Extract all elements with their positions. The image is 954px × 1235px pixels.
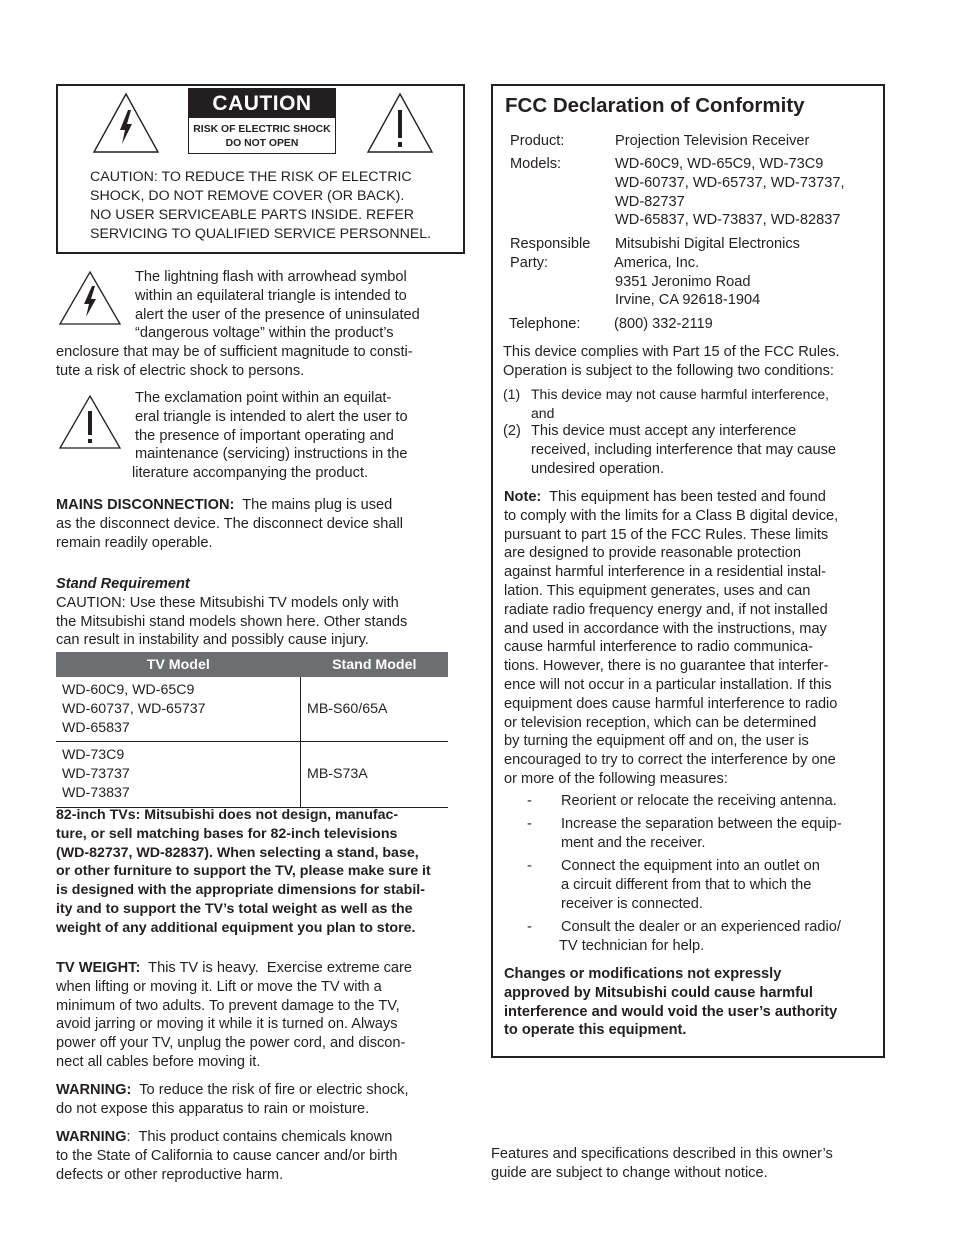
- caution-line: SERVICING TO QUALIFIED SERVICE PERSONNEL.: [90, 226, 432, 242]
- condition-number: (2): [503, 423, 521, 439]
- tv-weight: [56, 959, 451, 1072]
- stand-model-cell: MB-S60/65A: [301, 677, 449, 742]
- measure-item: [527, 918, 867, 958]
- fcc-party-row: [510, 235, 880, 311]
- fcc-note: [504, 488, 884, 789]
- dash: -: [527, 858, 532, 874]
- tv-model-cell: [56, 742, 301, 807]
- stand-requirement: [56, 575, 451, 650]
- text-line: within an equilateral triangle is intended to: [135, 287, 407, 304]
- measure-text: [561, 857, 871, 913]
- text-line: This TV is heavy. Exercise extreme care: [140, 960, 413, 976]
- caution-line: CAUTION: TO REDUCE THE RISK OF ELECTRIC: [90, 169, 412, 185]
- stand-model-header: Stand Model: [301, 652, 449, 677]
- text-line: This equipment has been tested and found: [541, 489, 826, 505]
- caution-sub-1: RISK OF ELECTRIC SHOCK: [193, 124, 331, 135]
- model-line: WD-60737, WD-65737, WD-73737,: [615, 174, 845, 191]
- text-line: ture, or sell matching bases for 82-inch televisions: [56, 825, 398, 842]
- condition-text: [531, 422, 871, 478]
- caution-line: SHOCK, DO NOT REMOVE COVER (OR BACK).: [90, 188, 405, 204]
- fcc-complies: [503, 343, 878, 381]
- text-line: The lightning flash with arrowhead symbol: [135, 269, 407, 285]
- fcc-product-row: [510, 132, 880, 152]
- text-line: pursuant to part 15 of the FCC Rules. These limits: [504, 526, 829, 543]
- condition-text: [531, 385, 871, 423]
- caution-box: [56, 84, 465, 254]
- caution-title: CAUTION: [189, 89, 335, 118]
- text-line: or television reception, which can be determined: [504, 714, 817, 731]
- text-line: nect all cables before moving it.: [56, 1053, 261, 1070]
- stand-table: [56, 652, 448, 808]
- text-line: (WD-82737, WD-82837). When selecting a stand, base,: [56, 844, 419, 861]
- table-row: [56, 677, 448, 742]
- text-line: Increase the separation between the equip-: [561, 816, 842, 832]
- text-line: undesired operation.: [531, 460, 665, 477]
- lightning-explanation: [56, 268, 451, 381]
- measure-item: [527, 792, 867, 812]
- text-line: This device complies with Part 15 of the FCC Rules.: [503, 344, 840, 360]
- text-line: by turning the equipment off and on, the user is: [504, 733, 809, 750]
- measure-text: [561, 792, 871, 811]
- stand-heading: Stand Requirement: [56, 576, 190, 592]
- warning-moisture: [56, 1081, 451, 1119]
- model-line: WD-73C9: [62, 747, 125, 764]
- text-line: To reduce the risk of fire or electric shock,: [131, 1082, 409, 1098]
- text-line: “dangerous voltage” within the product’s: [135, 325, 394, 342]
- party-line: 9351 Jeronimo Road: [615, 273, 751, 290]
- text-line: Connect the equipment into an outlet on: [561, 858, 820, 874]
- model-line: WD-73837: [62, 784, 130, 801]
- product-label: Product:: [510, 133, 565, 149]
- text-line: alert the user of the presence of uninsulated: [135, 306, 420, 323]
- text-line: Features and specifications described in this owner’s: [491, 1146, 833, 1162]
- text-line: lation. This equipment generates, uses and can: [504, 582, 811, 599]
- party-line: Irvine, CA 92618-1904: [615, 292, 761, 309]
- fcc-models-row: [510, 155, 880, 231]
- text-line: ment and the receiver.: [561, 834, 706, 851]
- party-label-line: Party:: [510, 254, 549, 271]
- exclamation-explanation: [56, 389, 451, 483]
- text-line: and used in accordance with the instructions, may: [504, 620, 827, 637]
- text-line: received, including interference that may cause: [531, 441, 837, 458]
- model-line: WD-73737: [62, 766, 130, 783]
- text-line: are designed to provide reasonable protection: [504, 545, 801, 562]
- text-line: or more of the following measures:: [504, 770, 728, 787]
- text-line: avoid jarring or moving it while it is turned on. Always: [56, 1016, 398, 1033]
- text-line: Consult the dealer or an experienced radio/: [561, 919, 841, 935]
- text-line: The exclamation point within an equilat-: [135, 390, 392, 406]
- models-label: Models:: [510, 156, 562, 172]
- text-line: literature accompanying the product.: [132, 465, 369, 482]
- text-line: and: [531, 404, 555, 421]
- text-line: TV technician for help.: [559, 937, 705, 954]
- fcc-title: FCC Declaration of Conformity: [505, 94, 805, 117]
- measure-text: [561, 815, 871, 853]
- warning-label: WARNING:: [56, 1082, 132, 1098]
- text-line: radiate radio frequency energy and, if not installed: [504, 601, 828, 618]
- text-line: Operation is subject to the following two conditions:: [503, 362, 834, 379]
- party-label-line: Responsible: [510, 236, 591, 252]
- condition-2: [503, 422, 863, 479]
- text-line: is designed with the appropriate dimensions for stabil-: [56, 882, 425, 899]
- caution-text: [90, 168, 460, 244]
- party-label: [510, 235, 610, 273]
- text-line: minimum of two adults. To prevent damage to the TV,: [56, 997, 400, 1014]
- fcc-declaration-box: [491, 84, 885, 1058]
- text-line: the presence of important operating and: [135, 427, 394, 444]
- weight-label: TV WEIGHT:: [56, 960, 141, 976]
- party-value: [615, 235, 875, 310]
- tv-model-cell: [56, 677, 301, 742]
- measure-item: [527, 857, 867, 915]
- text-line: as the disconnect device. The disconnect device shall: [56, 515, 403, 532]
- text-line: equipment does cause harmful interference to radio: [504, 695, 838, 712]
- text-line: against harmful interference in a residential instal-: [504, 564, 827, 581]
- text-line: maintenance (servicing) instructions in the: [135, 446, 408, 463]
- text-line: to comply with the limits for a Class B digital device,: [504, 507, 839, 524]
- exclamation-triangle-icon: [366, 92, 434, 154]
- tv82-notice: [56, 806, 456, 938]
- mains-label: MAINS DISCONNECTION:: [56, 497, 235, 513]
- text-line: to the State of California to cause cancer and/or birth: [56, 1147, 398, 1164]
- text-line: interference and would void the user’s authority: [504, 1003, 838, 1020]
- text-line: the Mitsubishi stand models shown here. Other stands: [56, 613, 408, 630]
- features-notice: [491, 1145, 881, 1183]
- text-line: when lifting or moving it. Lift or move the TV with a: [56, 978, 382, 995]
- mains-disconnection: [56, 496, 451, 552]
- caution-label: [188, 88, 336, 154]
- caution-sub-2: DO NOT OPEN: [225, 138, 299, 149]
- text-line: enclosure that may be of sufficient magnitude to consti-: [56, 344, 413, 361]
- phone-value: (800) 332-2119: [614, 316, 713, 332]
- text-line: weight of any additional equipment you plan to store.: [56, 919, 416, 936]
- text-line: approved by Mitsubishi could cause harmful: [504, 984, 813, 1001]
- text-line: guide are subject to change without notice.: [491, 1164, 768, 1181]
- note-label: Note:: [504, 489, 542, 505]
- text-line: receiver is connected.: [561, 895, 703, 912]
- text-line: tute a risk of electric shock to persons.: [56, 362, 305, 379]
- text-line: power off your TV, unplug the power cord, and discon-: [56, 1035, 406, 1052]
- text-line: The mains plug is used: [234, 497, 393, 513]
- product-value: Projection Television Receiver: [615, 133, 810, 149]
- measure-text: [561, 918, 871, 956]
- text-line: tions. However, there is no guarantee that interfer-: [504, 658, 829, 675]
- party-line: America, Inc.: [614, 254, 700, 271]
- fcc-changes-warning: [504, 965, 879, 1040]
- text-line: can result in instability and possibly cause injury.: [56, 632, 369, 649]
- text-line: This device must accept any interference: [531, 423, 797, 439]
- phone-label: Telephone:: [509, 316, 581, 332]
- warning-label: WARNING: [56, 1129, 127, 1145]
- table-row: [56, 742, 448, 807]
- text-line: cause harmful interference to radio communica-: [504, 639, 814, 656]
- model-line: WD-60C9, WD-65C9: [62, 682, 195, 698]
- text-line: 82-inch TVs: Mitsubishi does not design, manufac-: [56, 807, 399, 823]
- models-value: [615, 155, 875, 230]
- text-line: This device may not cause harmful interference,: [531, 386, 830, 402]
- dash: -: [527, 816, 532, 832]
- text-line: defects or other reproductive harm.: [56, 1166, 284, 1183]
- text-line: eral triangle is intended to alert the user to: [135, 408, 408, 425]
- text-line: or other furniture to support the TV, please make sure it: [56, 863, 431, 880]
- text-line: encouraged to try to correct the interference by one: [504, 752, 836, 769]
- text-line: a circuit different from that to which the: [561, 876, 812, 893]
- condition-1: [503, 385, 863, 423]
- model-line: WD-82737: [615, 193, 685, 210]
- model-line: WD-60C9, WD-65C9, WD-73C9: [615, 156, 824, 172]
- text-line: do not expose this apparatus to rain or moisture.: [56, 1100, 370, 1117]
- lightning-triangle-icon: [92, 92, 160, 154]
- text-line: remain readily operable.: [56, 534, 213, 551]
- text-line: CAUTION: Use these Mitsubishi TV models only with: [56, 594, 399, 611]
- condition-number: (1): [503, 386, 521, 402]
- table-header-row: [56, 652, 448, 677]
- party-line: Mitsubishi Digital Electronics: [615, 236, 800, 252]
- stand-model-cell: MB-S73A: [301, 742, 449, 807]
- text-line: ence will not occur in a particular installation. If this: [504, 676, 832, 693]
- text-line: to operate this equipment.: [504, 1022, 687, 1039]
- text-line: Changes or modifications not expressly: [504, 966, 782, 982]
- model-line: WD-65837, WD-73837, WD-82837: [615, 212, 841, 229]
- warning-chemicals: [56, 1128, 451, 1184]
- model-line: WD-65837: [62, 719, 130, 736]
- measure-item: [527, 815, 867, 855]
- text-line: ity and to support the TV’s total weight as well as the: [56, 900, 413, 917]
- text-line: : This product contains chemicals known: [126, 1129, 393, 1145]
- model-line: WD-60737, WD-65737: [62, 700, 206, 717]
- caution-line: NO USER SERVICEABLE PARTS INSIDE. REFER: [90, 207, 415, 223]
- dash: -: [527, 919, 532, 935]
- dash: -: [527, 793, 532, 809]
- fcc-phone-row: [509, 315, 879, 335]
- tv-model-header: TV Model: [56, 652, 301, 677]
- text-line: Reorient or relocate the receiving antenna.: [561, 793, 837, 809]
